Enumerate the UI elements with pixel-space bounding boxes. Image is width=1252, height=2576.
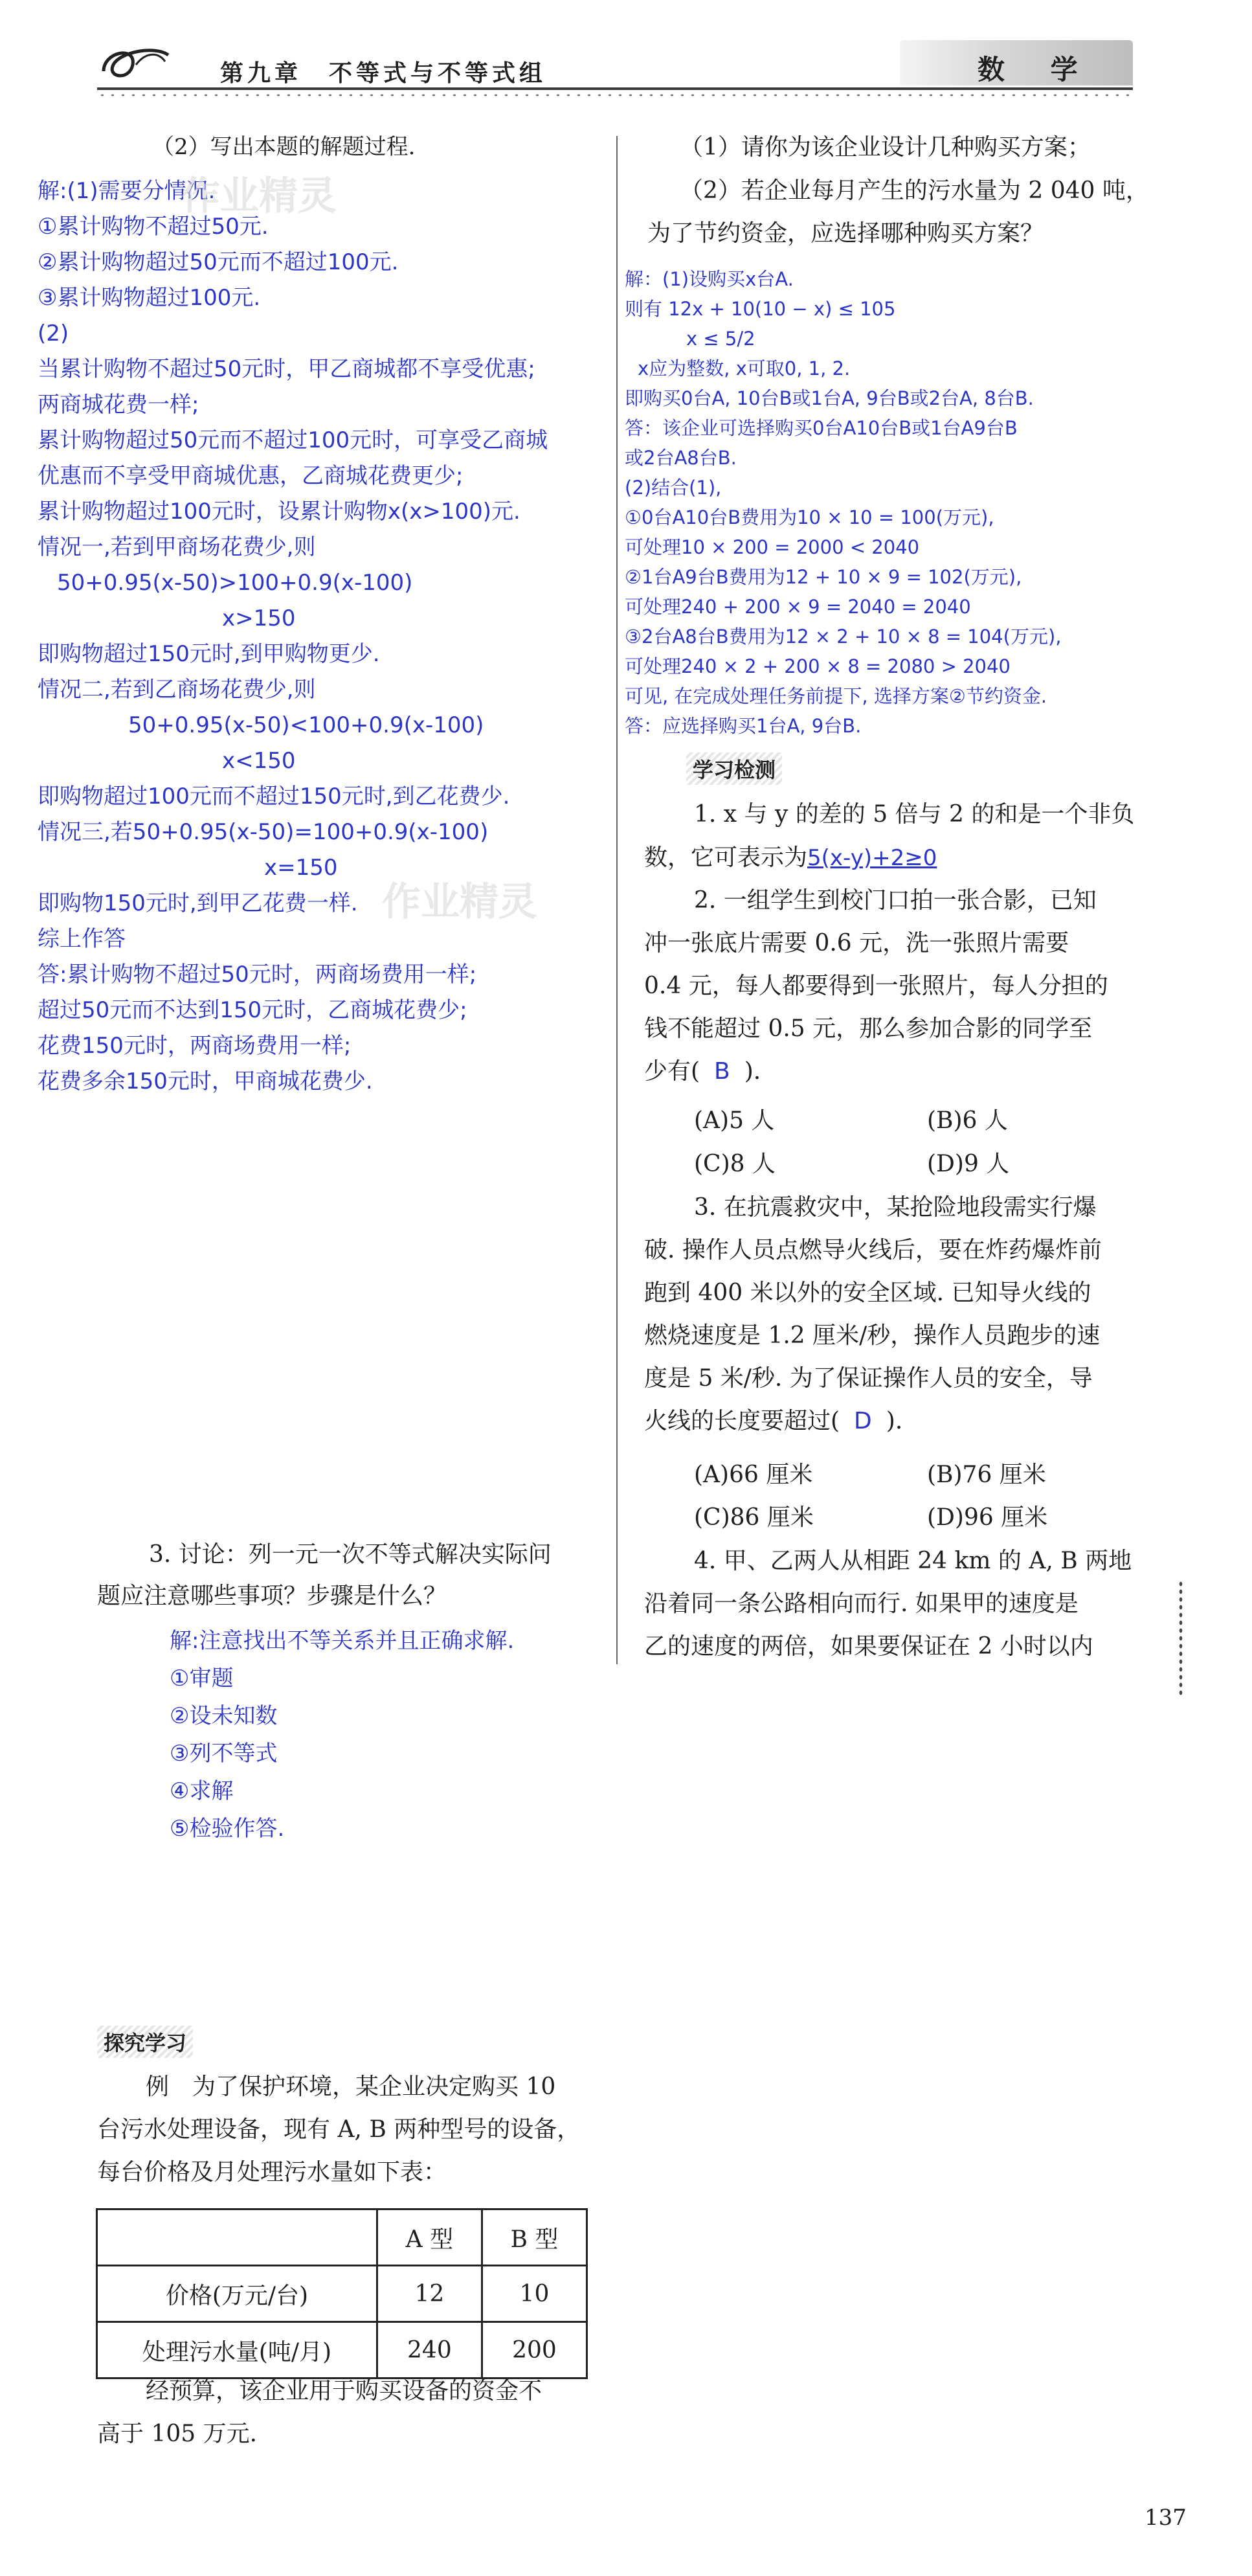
swirl-logo-icon: [97, 39, 175, 91]
q3-option-d: (D)96 厘米: [927, 1504, 1048, 1531]
discussion-answer-line: ①审题: [170, 1666, 234, 1691]
solution-line: 即购物超过100元而不超过150元时,到乙花费少.: [38, 784, 510, 809]
solution-line: ①累计购物不超过50元.: [38, 214, 269, 240]
header-rule: [97, 87, 1133, 90]
q3-line: 燃烧速度是 1.2 厘米/秒，操作人员跑步的速: [644, 1322, 1101, 1349]
solution-line: x ≤ 5/2: [686, 328, 755, 350]
q3-answer: D: [854, 1408, 872, 1434]
column-divider: [616, 136, 618, 1664]
solution-line: 50+0.95(x-50)>100+0.9(x-100): [57, 570, 413, 596]
solution-line: 花费多余150元时，甲商城花费少.: [38, 1068, 373, 1094]
q2-line: 0.4 元，每人都要得到一张照片，每人分担的: [644, 973, 1108, 999]
solution-line: 综上作答: [38, 926, 126, 952]
discussion-answer-line: ③列不等式: [170, 1741, 278, 1767]
example-after-line: 经预算，该企业用于购买设备的资金不: [146, 2378, 542, 2404]
solution-line: 解：(1)设购买x台A.: [625, 268, 794, 290]
discussion-line-b: 题应注意哪些事项？步骤是什么？: [97, 1583, 447, 1609]
q4-line: 4. 甲、乙两人从相距 24 km 的 A, B 两地: [694, 1548, 1132, 1574]
q3-block: [644, 1186, 1102, 1443]
solution-line: 答：该企业可选择购买0台A10台B或1台A9台B: [625, 417, 1018, 439]
q4-block: [644, 1540, 1132, 1668]
question-2b-prompt: 为了节约资金，应选择哪种购买方案？: [647, 220, 1044, 247]
solution-line: (2)结合(1),: [625, 477, 722, 499]
discussion-answer-line: ⑤检验作答.: [170, 1816, 285, 1842]
solution-line: ②累计购物超过50元而不超过100元.: [38, 249, 399, 275]
watermark: 作业精灵: [382, 879, 537, 925]
solution-line: 解:(1)需要分情况.: [38, 178, 216, 204]
q4-line: 沿着同一条公路相向而行. 如果甲的速度是: [644, 1590, 1079, 1617]
margin-dots: [1178, 1580, 1183, 1697]
q2-option-c: (C)8 人: [694, 1151, 776, 1177]
page-header: [0, 0, 1252, 110]
table-cell: 10: [482, 2266, 587, 2322]
q3-tail-b: ).: [886, 1408, 903, 1434]
question-1-prompt: （1）请你为该企业设计几种购买方案；: [680, 134, 1091, 161]
right-solution-block: [625, 264, 1061, 741]
q2-option-d: (D)9 人: [927, 1151, 1010, 1177]
solution-line: 可处理10 × 200 = 2000 < 2040: [625, 536, 920, 558]
table-cell: 12: [377, 2266, 482, 2322]
example-line: 台污水处理设备，现有 A, B 两种型号的设备，: [97, 2116, 581, 2143]
q4-line: 乙的速度的两倍，如果要保证在 2 小时以内: [644, 1633, 1093, 1660]
example-after-line: 高于 105 万元.: [97, 2421, 258, 2447]
discussion-answer: [170, 1622, 514, 1847]
q3-tail-a: 火线的长度要超过(: [644, 1408, 840, 1434]
q2-answer: B: [714, 1058, 730, 1085]
solution-line: 优惠而不享受甲商城优惠，乙商城花费更少;: [38, 463, 464, 489]
q3-tail: [644, 1400, 1102, 1443]
q3-option-b: (B)76 厘米: [927, 1462, 1046, 1488]
discussion-answer-line: 解:注意找出不等关系并且正确求解.: [170, 1628, 515, 1654]
solution-line: ③累计购物超过100元.: [38, 285, 261, 311]
q2-option-b: (B)6 人: [927, 1107, 1008, 1134]
q2-line: 2. 一组学生到校门口拍一张合影，已知: [694, 887, 1097, 914]
solution-line: 则有 12x + 10(10 − x) ≤ 105: [625, 298, 896, 320]
q2-line: 冲一张底片需要 0.6 元，洗一张照片需要: [644, 930, 1069, 956]
study-check-heading: 学习检测: [686, 752, 782, 785]
solution-line: 即购买0台A, 10台B或1台A, 9台B或2台A, 8台B.: [625, 387, 1034, 409]
solution-line: 可见, 在完成处理任务前提下, 选择方案②节约资金.: [625, 685, 1047, 707]
table-cell: 240: [377, 2322, 482, 2378]
watermark: 作业精灵: [181, 174, 337, 219]
q1-answer: 5(x-y)+2≥0: [807, 845, 937, 871]
solution-line: x应为整数, x可取0, 1, 2.: [638, 357, 851, 379]
solution-line: 答:累计购物不超过50元时，两商场费用一样;: [38, 962, 477, 988]
solution-line: 情况二,若到乙商场花费少,则: [38, 677, 316, 703]
solution-line: 累计购物超过50元而不超过100元时，可享受乙商城: [38, 427, 548, 453]
table-row: [97, 2266, 587, 2322]
q3-line: 度是 5 米/秒. 为了保证操作人员的安全，导: [644, 1365, 1093, 1392]
solution-line: 当累计购物不超过50元时，甲乙商城都不享受优惠;: [38, 356, 535, 382]
q3-line: 跑到 400 米以外的安全区域. 已知导火线的: [644, 1280, 1091, 1306]
discussion-answer-line: ②设未知数: [170, 1703, 278, 1729]
q1-line-b: [644, 837, 937, 879]
example-line: 每台价格及月处理污水量如下表：: [97, 2159, 447, 2186]
solution-line: 累计购物超过100元时，设累计购物x(x>100)元.: [38, 499, 520, 525]
solution-line: ①0台A10台B费用为10 × 10 = 100(万元),: [625, 506, 994, 528]
table-header-cell: [97, 2209, 377, 2266]
solution-line: 答：应选择购买1台A, 9台B.: [625, 715, 862, 737]
table-cell: 价格(万元/台): [97, 2266, 377, 2322]
table-cell: 200: [482, 2322, 587, 2378]
q2-tail-a: 少有(: [644, 1058, 700, 1085]
solution-line: 即购物150元时,到甲乙花费一样.: [38, 890, 358, 916]
q2-tail-b: ).: [744, 1058, 761, 1085]
discussion-line-a: 3. 讨论：列一元一次不等式解决实际问: [149, 1541, 552, 1568]
q2-line: 钱不能超过 0.5 元，那么参加合影的同学至: [644, 1015, 1093, 1042]
solution-line: 情况三,若50+0.95(x-50)=100+0.9(x-100): [38, 819, 489, 845]
solution-line: 花费150元时，两商场费用一样;: [38, 1033, 352, 1059]
header-dots: [97, 92, 1133, 98]
solution-line: 50+0.95(x-50)<100+0.9(x-100): [128, 712, 484, 738]
discussion-answer-line: ④求解: [170, 1778, 234, 1804]
q3-line: 破. 操作人员点燃导火线后，要在炸药爆炸前: [644, 1237, 1102, 1263]
solution-line: 情况一,若到甲商场花费少,则: [38, 534, 316, 560]
table-header-cell: A 型: [377, 2209, 482, 2266]
q2-option-a: (A)5 人: [694, 1107, 775, 1134]
question-2-prompt: （2）写出本题的解题过程.: [152, 134, 416, 160]
q2-tail: [644, 1050, 1108, 1093]
solution-line: 两商城花费一样;: [38, 392, 199, 418]
solution-line: x=150: [264, 855, 338, 881]
question-2a-prompt: （2）若企业每月产生的污水量为 2 040 吨，: [680, 177, 1149, 204]
table-cell: 处理污水量(吨/月): [97, 2322, 377, 2378]
solution-line: x<150: [222, 748, 296, 774]
solution-line: x>150: [222, 605, 296, 631]
q3-option-a: (A)66 厘米: [694, 1462, 813, 1488]
q2-block: [644, 879, 1108, 1093]
solution-line: ②1台A9台B费用为12 + 10 × 9 = 102(万元),: [625, 566, 1022, 588]
example-after-block: [97, 2370, 542, 2456]
table-header-row: [97, 2209, 587, 2266]
left-solution-block: [38, 174, 548, 1100]
solution-line: 或2台A8台B.: [625, 447, 737, 469]
table-header-cell: B 型: [482, 2209, 587, 2266]
solution-line: ③2台A8台B费用为12 × 2 + 10 × 8 = 104(万元),: [625, 626, 1062, 648]
solution-line: 可处理240 + 200 × 9 = 2040 = 2040: [625, 596, 971, 618]
solution-line: (2): [38, 321, 69, 346]
subject-label: 数 学: [978, 54, 1096, 85]
page-number: 137: [1145, 2505, 1187, 2531]
q3-line: 3. 在抗震救灾中，某抢险地段需实行爆: [694, 1194, 1097, 1221]
example-block: [97, 2066, 580, 2194]
chapter-title: 第九章 不等式与不等式组: [220, 60, 547, 87]
explore-heading: 探究学习: [97, 2026, 193, 2058]
q1-line-b-text: 数，它可表示为: [644, 844, 808, 871]
example-line: 例 为了保护环境，某企业决定购买 10: [146, 2073, 556, 2100]
q3-option-c: (C)86 厘米: [694, 1504, 814, 1531]
solution-line: 可处理240 × 2 + 200 × 8 = 2080 > 2040: [625, 655, 1011, 677]
solution-line: 即购物超过150元时,到甲购物更少.: [38, 641, 380, 667]
solution-line: 超过50元而不达到150元时，乙商城花费少;: [38, 997, 467, 1023]
q1-line-a: 1. x 与 y 的差的 5 倍与 2 的和是一个非负: [694, 801, 1135, 828]
device-spec-table: [96, 2208, 588, 2379]
